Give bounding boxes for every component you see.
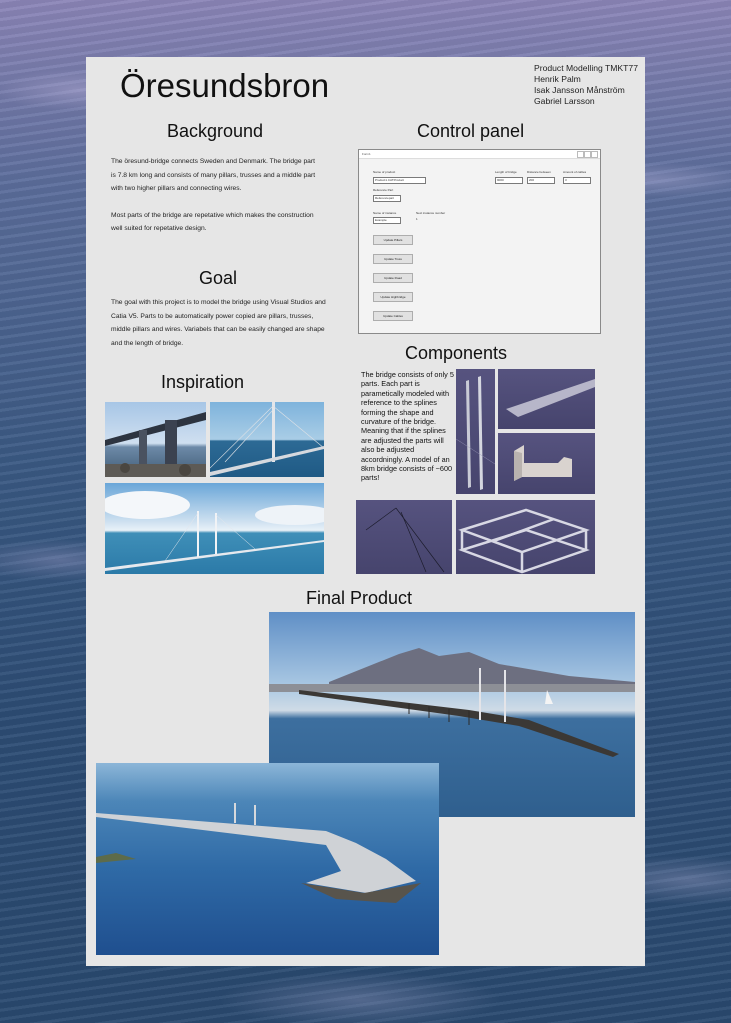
road-deck-illustration — [498, 369, 595, 429]
cable-stayed-illustration — [210, 402, 324, 477]
component-bracket-image — [498, 433, 595, 494]
final-product-render-2 — [96, 763, 439, 955]
update-truss-button[interactable]: Update Truss — [373, 254, 413, 264]
length-input[interactable]: 9000 — [495, 177, 523, 184]
next-instance-label: Next instance number — [416, 211, 446, 215]
author-name: Gabriel Larsson — [534, 96, 595, 106]
background-paragraph-1: The öresund-bridge connects Sweden and Denmark. The bridge part is 7.8 km long and consists of many pillars, trusses and a middle part with two higher pillars and connecting wires. — [111, 158, 316, 193]
bridge-underside-illustration — [105, 402, 206, 477]
render-2-illustration — [96, 763, 439, 955]
background-paragraph-2: Most parts of the bridge are repetative which makes the construction well suited for repetative design. — [111, 211, 314, 233]
background-heading: Background — [167, 121, 264, 141]
minimize-icon[interactable] — [577, 151, 584, 158]
goal-text: The goal with this project is to model the bridge using Visual Studios and Catia V5. Parts to be automatically power copied are pillars, trusses, middle pillars and wires. Variabels that can be easily changed are shape and the length of bridge. — [111, 299, 326, 347]
cables-label: Amount of cables — [563, 170, 587, 174]
window-titlebar: Form1 — [359, 150, 600, 159]
distance-label: Distance between — [527, 170, 551, 174]
length-label: Length of bridge — [495, 170, 517, 174]
close-icon[interactable] — [591, 151, 598, 158]
aerial-bridge-illustration — [105, 483, 324, 574]
update-pillars-button[interactable]: Update Pillars — [373, 235, 413, 245]
inspiration-photo-bridge-underside — [105, 402, 206, 477]
inspiration-photo-aerial-bridge — [105, 483, 324, 574]
bracket-illustration — [498, 433, 595, 494]
poster-title: Öresundsbron — [120, 67, 330, 104]
truss-illustration — [456, 500, 595, 574]
component-pillars-image — [456, 369, 495, 494]
instance-input[interactable]: Example — [373, 217, 401, 224]
reference-part-label: Reference Part — [373, 188, 394, 192]
inspiration-photo-cable-stayed — [210, 402, 324, 477]
background-text — [111, 155, 319, 236]
course-label: Product Modelling TMKT77 — [534, 63, 638, 73]
update-road-button[interactable]: Update Road — [373, 273, 413, 283]
name-of-product-label: Name of product — [373, 170, 396, 174]
instance-label: Name of instance — [373, 211, 397, 215]
goal-heading: Goal — [199, 268, 238, 288]
maximize-icon[interactable] — [584, 151, 591, 158]
cables-illustration — [356, 500, 452, 574]
component-road-image — [498, 369, 595, 429]
update-cables-button[interactable]: Update Cables — [373, 311, 413, 321]
authors-block — [534, 63, 638, 107]
cables-input[interactable]: 3 — [563, 177, 591, 184]
components-text: The bridge consists of only 5 parts. Each part is parametically modeled with reference to the splines forming the shape and curvature of the bridge. Meaning that if the splines are adjusted the parts will also be adjusted accordningly. A model of an 8km bridge consists of ~600 parts! — [361, 370, 454, 483]
distance-input[interactable]: 200 — [527, 177, 555, 184]
final-product-heading: Final Product — [306, 588, 413, 608]
component-cables-image — [356, 500, 452, 574]
update-highbridge-button[interactable]: Update Highbridge — [373, 292, 413, 302]
pillars-illustration — [456, 369, 495, 494]
poster — [86, 57, 645, 966]
reference-part-input[interactable]: Referencepart — [373, 195, 401, 202]
control-panel-window — [358, 149, 601, 334]
components-heading: Components — [405, 343, 508, 363]
author-name: Isak Jansson Månström — [534, 85, 625, 95]
component-truss-image — [456, 500, 595, 574]
next-instance-value: 1 — [416, 217, 418, 221]
inspiration-heading: Inspiration — [161, 372, 245, 392]
author-name: Henrik Palm — [534, 74, 581, 84]
control-panel-heading: Control panel — [417, 121, 525, 141]
name-of-product-input[interactable]: Product1.CATProduct — [373, 177, 426, 184]
